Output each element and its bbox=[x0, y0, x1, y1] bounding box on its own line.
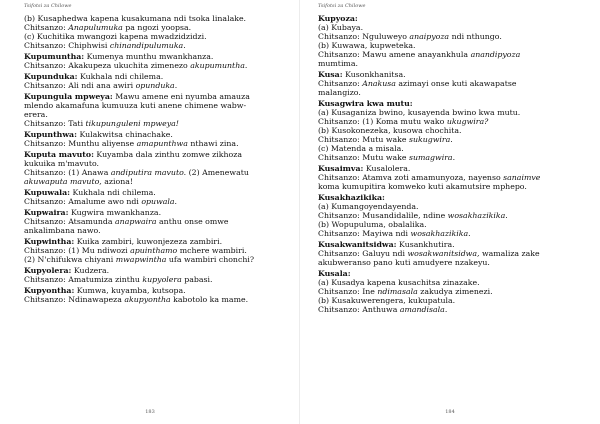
entry-line bbox=[318, 135, 584, 144]
entry-line bbox=[24, 266, 284, 275]
dictionary-entry bbox=[318, 164, 584, 191]
entry-text: Chitsanzo: (1) Anawa bbox=[24, 168, 111, 177]
entry-line bbox=[318, 249, 584, 258]
entry-text: (b) Kuwawa, kupweteka. bbox=[318, 41, 416, 50]
entry-text: Mawu amene eni nyumba amauza bbox=[112, 92, 250, 101]
entry-text: koma kumupitira komweko kuti akamutsire mphepo. bbox=[318, 182, 527, 191]
dictionary-entries bbox=[318, 14, 584, 316]
entry-text: kukuika m'mavuto. bbox=[24, 159, 100, 168]
dictionary-entry bbox=[24, 266, 284, 284]
entry-line bbox=[24, 52, 284, 61]
example-term: mwapwintha bbox=[115, 255, 167, 264]
entry-line bbox=[318, 70, 584, 79]
entry-line bbox=[24, 110, 284, 119]
headword: Kupwaira: bbox=[24, 208, 69, 217]
dictionary-entry bbox=[24, 286, 284, 304]
headword: Kupwintha: bbox=[24, 237, 75, 246]
headword: Kupunduka: bbox=[24, 72, 78, 81]
entry-text: Chitsanzo: Atsamunda bbox=[24, 217, 116, 226]
entry-line bbox=[24, 81, 284, 90]
entry-line bbox=[318, 59, 584, 68]
entry-line bbox=[318, 296, 584, 305]
entry-line bbox=[318, 153, 584, 162]
headword: Kusakwanitsidwa: bbox=[318, 240, 397, 249]
headword: Kusagwira kwa mutu: bbox=[318, 99, 413, 108]
headword: Kusakhazikika: bbox=[318, 193, 385, 202]
entry-line bbox=[24, 188, 284, 197]
example-term: akupumuntha. bbox=[190, 61, 248, 70]
entry-line bbox=[24, 295, 284, 304]
entry-text: (a) Kusadya kapena kusachitsa zinazake. bbox=[318, 278, 480, 287]
entry-text: ndi nthungo. bbox=[449, 32, 502, 41]
entry-line bbox=[318, 258, 584, 267]
example-term: ndimasala bbox=[377, 287, 418, 296]
dictionary-entry bbox=[318, 193, 584, 238]
entry-text: Kuika zambiri, kuwonjezeza zambiri. bbox=[74, 237, 223, 246]
entry-text: Kuyamba dala zinthu zomwe zikhoza bbox=[93, 150, 242, 159]
example-term: chinandipulumuka. bbox=[109, 41, 186, 50]
example-term: opuwala. bbox=[141, 197, 178, 206]
entry-text: Chitsanzo: Mutu wake bbox=[318, 153, 409, 162]
entry-line bbox=[24, 208, 284, 217]
entry-line bbox=[318, 287, 584, 296]
running-head: Tsifotsi za Chilowe bbox=[24, 3, 72, 9]
example-term: anapwaira bbox=[115, 217, 157, 226]
entry-text: Chitsanzo: Ndinawapeza bbox=[24, 295, 125, 304]
entry-line bbox=[318, 211, 584, 220]
entry-line bbox=[318, 14, 584, 23]
dictionary-entry bbox=[24, 14, 284, 50]
entry-line bbox=[24, 150, 284, 159]
entry-line bbox=[318, 182, 584, 191]
entry-text: Kugwira mwankhanza. bbox=[68, 208, 162, 217]
example-term: akuwaputa mavuto, bbox=[24, 177, 102, 186]
headword: Kusala: bbox=[318, 269, 351, 278]
dictionary-entry bbox=[318, 240, 584, 267]
entry-line bbox=[318, 193, 584, 202]
example-term: wosakwanitsidwa, bbox=[407, 249, 480, 258]
example-term: amapunthwa bbox=[136, 139, 188, 148]
entry-line bbox=[24, 32, 284, 41]
entry-text: (b) Wopupuluma, obalalika. bbox=[318, 220, 427, 229]
entry-text: Kumwa, kuyamba, kutsopa. bbox=[74, 286, 186, 295]
headword: Kupyolera: bbox=[24, 266, 72, 275]
entry-line bbox=[24, 168, 284, 177]
entry-line bbox=[24, 101, 284, 110]
entry-text: Chitsanzo: Chiphwisi bbox=[24, 41, 110, 50]
entry-line bbox=[318, 269, 584, 278]
entry-line bbox=[24, 246, 284, 255]
entry-line bbox=[318, 99, 584, 108]
entry-text: (a) Kusaganiza bwino, kusayenda bwino kwa mutu. bbox=[318, 108, 521, 117]
example-term: sanaimve bbox=[503, 173, 541, 182]
entry-line bbox=[24, 130, 284, 139]
entry-text: akubweranso pano kuti amudyere nzakeyu. bbox=[318, 258, 490, 267]
entry-line bbox=[318, 23, 584, 32]
entry-line bbox=[24, 237, 284, 246]
dictionary-entry bbox=[24, 208, 284, 235]
right-page bbox=[300, 0, 600, 424]
entry-line bbox=[24, 286, 284, 295]
dictionary-entry bbox=[24, 130, 284, 148]
entry-line bbox=[24, 177, 284, 186]
entry-text: Kukhala ndi chilema. bbox=[77, 72, 164, 81]
entry-text: (2) N'chifukwa chiyani bbox=[24, 255, 116, 264]
entry-text: Chitsanzo: Galuyu ndi bbox=[318, 249, 408, 258]
entry-text: pabasi. bbox=[181, 275, 213, 284]
entry-text: Kusankhutira. bbox=[396, 240, 455, 249]
entry-text: Chitsanzo: Musandidalile, ndine bbox=[318, 211, 448, 220]
entry-line bbox=[318, 202, 584, 211]
entry-text: Chitsanzo: bbox=[318, 79, 363, 88]
entry-text: aziona! bbox=[101, 177, 133, 186]
entry-line bbox=[318, 240, 584, 249]
entry-text: Chitsanzo: Munthu aliyense bbox=[24, 139, 137, 148]
entry-text: mchere wambiri. bbox=[177, 246, 247, 255]
example-term: opunduka. bbox=[135, 81, 178, 90]
entry-text: (a) Kumangoyendayenda. bbox=[318, 202, 419, 211]
entry-text: malangizo. bbox=[318, 88, 361, 97]
entry-line bbox=[24, 92, 284, 101]
headword: Kupyoza: bbox=[318, 14, 358, 23]
entry-text: Chitsanzo: Amatumiza zinthu bbox=[24, 275, 143, 284]
example-term: anaipyoza bbox=[409, 32, 450, 41]
page-number: 184 bbox=[445, 409, 455, 415]
entry-text: (c) Matenda a misala. bbox=[318, 144, 404, 153]
entry-line bbox=[318, 50, 584, 59]
headword: Kusa: bbox=[318, 70, 343, 79]
headword: Kupunthwa: bbox=[24, 130, 77, 139]
entry-line bbox=[24, 197, 284, 206]
entry-line bbox=[24, 72, 284, 81]
entry-text: Chitsanzo: Akakupeza ukuchita zimenezo bbox=[24, 61, 191, 70]
entry-text: Chitsanzo: Nguluweyo bbox=[318, 32, 410, 41]
example-term: amandisala. bbox=[399, 305, 448, 314]
entry-text: (b) Kusakuwerengera, kukupatula. bbox=[318, 296, 456, 305]
example-term: ukugwira? bbox=[446, 117, 489, 126]
entry-text: Chitsanzo: (1) Koma mutu wako bbox=[318, 117, 447, 126]
entry-text: Chitsanzo: Mawu amene anayankhula bbox=[318, 50, 471, 59]
example-term: tikupunguleni mpweya! bbox=[85, 119, 179, 128]
entry-text: zakudya zimenezi. bbox=[417, 287, 493, 296]
headword: Kupumuntha: bbox=[24, 52, 85, 61]
entry-text: Kulakwitsa chinachake. bbox=[76, 130, 173, 139]
entry-line bbox=[318, 126, 584, 135]
entry-text: mlendo akamafuna kumuuza kuti anene chimene wabw- bbox=[24, 101, 247, 110]
headword: Kupyontha: bbox=[24, 286, 75, 295]
example-term: wosakhazikika. bbox=[410, 229, 471, 238]
example-term: sukugwira. bbox=[408, 135, 453, 144]
headword: Kupuwala: bbox=[24, 188, 71, 197]
entry-text: Kukhala ndi chilema. bbox=[70, 188, 156, 197]
entry-line bbox=[318, 41, 584, 50]
entry-text: Kudzera. bbox=[71, 266, 110, 275]
example-term: wosakhazikika. bbox=[447, 211, 508, 220]
dictionary-entries bbox=[24, 14, 284, 306]
entry-text: erera. bbox=[24, 110, 48, 119]
entry-text: mumtima. bbox=[318, 59, 358, 68]
entry-line bbox=[318, 305, 584, 314]
dictionary-entry bbox=[318, 70, 584, 97]
entry-line bbox=[318, 144, 584, 153]
entry-text: (b) Kusokonezeka, kusowa chochita. bbox=[318, 126, 462, 135]
dictionary-entry bbox=[24, 188, 284, 206]
entry-text: Chitsanzo: Ali ndi ana awiri bbox=[24, 81, 136, 90]
example-term: Anapulumuka bbox=[68, 23, 123, 32]
headword: Kuputa mavuto: bbox=[24, 150, 94, 159]
entry-line bbox=[318, 164, 584, 173]
dictionary-entry bbox=[24, 237, 284, 264]
entry-text: Kusonkhanitsa. bbox=[342, 70, 406, 79]
entry-text: Chitsanzo: (1) Mu ndiwozi bbox=[24, 246, 131, 255]
entry-text: Chitsanzo: Anthuwa bbox=[318, 305, 400, 314]
entry-text: Kusalolera. bbox=[363, 164, 411, 173]
entry-line bbox=[24, 14, 284, 23]
entry-line bbox=[318, 79, 584, 88]
entry-line bbox=[318, 108, 584, 117]
entry-text: kabotolo ka mame. bbox=[170, 295, 249, 304]
entry-text: (a) Kubaya. bbox=[318, 23, 364, 32]
dictionary-entry bbox=[318, 269, 584, 314]
dictionary-entry bbox=[318, 99, 584, 162]
entry-text: Chitsanzo: Mutu wake bbox=[318, 135, 409, 144]
entry-text: pa ngozi yoopsa. bbox=[122, 23, 192, 32]
entry-line bbox=[318, 88, 584, 97]
entry-text: anthu onse omwe bbox=[156, 217, 229, 226]
entry-line bbox=[318, 32, 584, 41]
entry-text: wamaliza zake bbox=[479, 249, 540, 258]
page-number: 183 bbox=[145, 409, 155, 415]
entry-line bbox=[318, 278, 584, 287]
dictionary-entry bbox=[24, 52, 284, 70]
entry-text: ankalimbana nawo. bbox=[24, 226, 101, 235]
example-term: anandipyoza bbox=[470, 50, 521, 59]
entry-line bbox=[24, 226, 284, 235]
example-term: apuinthamo bbox=[130, 246, 178, 255]
example-term: akupyontha bbox=[124, 295, 171, 304]
entry-line bbox=[24, 119, 284, 128]
example-term: Anakusa bbox=[362, 79, 396, 88]
headword: Kusaimva: bbox=[318, 164, 364, 173]
dictionary-entry bbox=[24, 150, 284, 186]
entry-text: (2) Amenewatu bbox=[186, 168, 249, 177]
entry-line bbox=[24, 23, 284, 32]
entry-line bbox=[24, 275, 284, 284]
running-head: Tsifotsi za Chilowe bbox=[318, 3, 366, 9]
entry-text: Chitsanzo: Mayiwa ndi bbox=[318, 229, 411, 238]
entry-text: (c) Kuchitika mwangozi kapena mwadzidzidzi. bbox=[24, 32, 207, 41]
entry-line bbox=[318, 220, 584, 229]
dictionary-entry bbox=[24, 72, 284, 90]
entry-text: (b) Kusaphedwa kapena kusakumana ndi tsoka linalake. bbox=[24, 14, 247, 23]
entry-text: Chitsanzo: Ine bbox=[318, 287, 378, 296]
entry-text: Chitsanzo: Atamva zoti amamunyoza, nayenso bbox=[318, 173, 504, 182]
entry-line bbox=[24, 217, 284, 226]
entry-line bbox=[318, 229, 584, 238]
entry-text: ufa wambiri chonchi? bbox=[166, 255, 255, 264]
entry-line bbox=[24, 139, 284, 148]
entry-line bbox=[24, 61, 284, 70]
entry-line bbox=[318, 117, 584, 126]
entry-text: Chitsanzo: bbox=[24, 23, 69, 32]
example-term: andiputira mavuto. bbox=[110, 168, 187, 177]
entry-text: Chitsanzo: Amalume awo ndi bbox=[24, 197, 142, 206]
dictionary-entry bbox=[318, 14, 584, 68]
example-term: kupyolera bbox=[142, 275, 182, 284]
entry-text: Kumenya munthu mwankhanza. bbox=[84, 52, 214, 61]
entry-text: nthawi zina. bbox=[187, 139, 239, 148]
entry-text: Chitsanzo: Tati bbox=[24, 119, 86, 128]
headword: Kupungula mpweya: bbox=[24, 92, 113, 101]
entry-line bbox=[24, 159, 284, 168]
dictionary-entry bbox=[24, 92, 284, 128]
entry-line bbox=[24, 41, 284, 50]
entry-text: azimayi onse kuti akawapatse bbox=[395, 79, 517, 88]
example-term: sumagwira. bbox=[408, 153, 456, 162]
entry-line bbox=[318, 173, 584, 182]
entry-line bbox=[24, 255, 284, 264]
